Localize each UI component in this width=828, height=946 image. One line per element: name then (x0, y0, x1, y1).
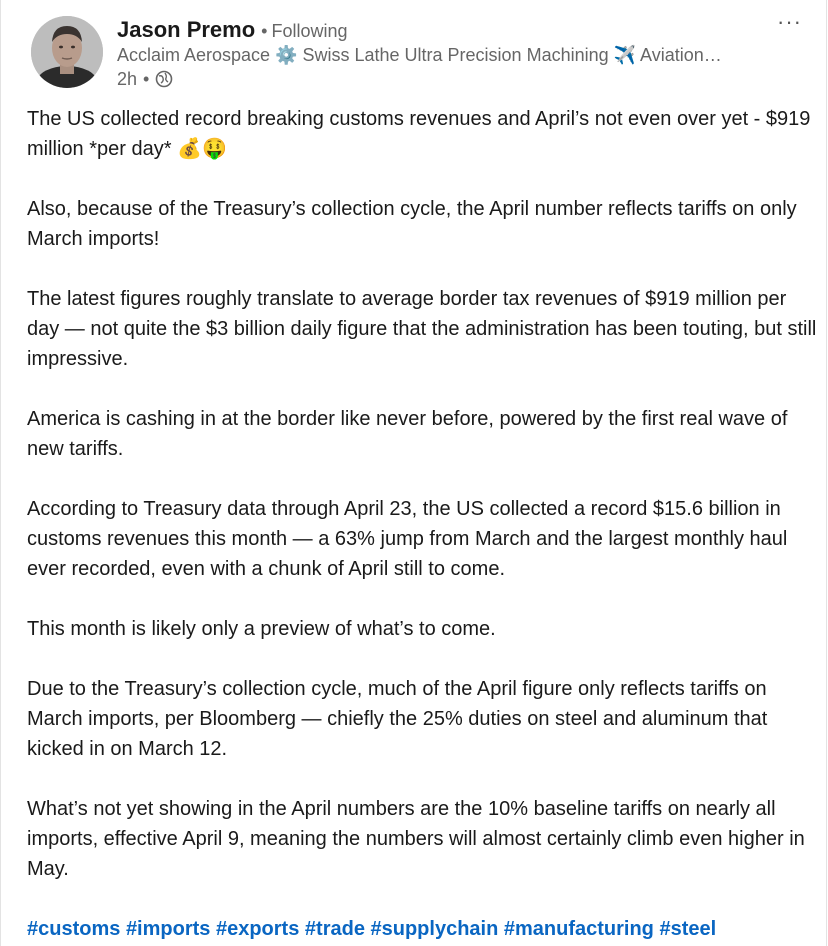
follow-status-label: Following (271, 21, 348, 41)
name-separator: • (261, 21, 268, 41)
post-paragraph: What’s not yet showing in the April numbers are the 10% baseline tariffs on nearly all imports, effective April 9, meaning the numbers will almost certainly climb even higher in May. (27, 798, 805, 880)
post-paragraph: The latest figures roughly translate to average border tax revenues of $919 million per day — not quite the $3 billion daily figure that the administration has been touting, but still impressive. (27, 288, 817, 370)
post-paragraph: This month is likely only a preview of what’s to come. (27, 618, 496, 640)
hashtag-link[interactable]: #exports (215, 918, 300, 940)
globe-icon (155, 70, 173, 88)
post-meta (117, 67, 173, 91)
follow-status (255, 21, 347, 41)
post-body (27, 104, 817, 944)
hashtag-link[interactable]: #manufacturing (503, 918, 654, 940)
post-paragraph: America is cashing in at the border like never before, powered by the first real wave of new tariffs. (27, 408, 788, 460)
post-paragraph: According to Treasury data through April 23, the US collected a record $15.6 billion in customs revenues this month — a 63% jump from March and the largest monthly haul ever recorded, even with a chunk of April still to come. (27, 498, 788, 580)
author-avatar[interactable] (31, 16, 103, 88)
post-paragraph: Due to the Treasury’s collection cycle, much of the April figure only reflects tariffs on March imports, per Bloomberg — chiefly the 25% duties on steel and aluminum that kicked in on March 12. (27, 678, 768, 760)
hashtag-link[interactable]: #steel (659, 918, 717, 940)
meta-separator: • (143, 69, 150, 89)
hashtag-link[interactable]: #customs (27, 918, 121, 940)
post-paragraph: The US collected record breaking customs revenues and April’s not even over yet - $919 million *per day* 💰🤑 (27, 108, 811, 160)
post-paragraph: Also, because of the Treasury’s collection cycle, the April number reflects tariffs on only March imports! (27, 198, 797, 250)
hashtag-link[interactable]: #trade (304, 918, 365, 940)
post-time: 2h (117, 69, 138, 89)
more-options-icon[interactable]: ··· (777, 9, 802, 34)
hashtag-link[interactable]: #supplychain (370, 918, 499, 940)
hashtag-link[interactable]: #imports (125, 918, 211, 940)
hashtag-list (27, 914, 817, 944)
author-headline: Acclaim Aerospace ⚙️ Swiss Lathe Ultra Precision Machining ✈️ Aviation… (117, 45, 722, 65)
author-name[interactable]: Jason Premo (117, 17, 256, 42)
